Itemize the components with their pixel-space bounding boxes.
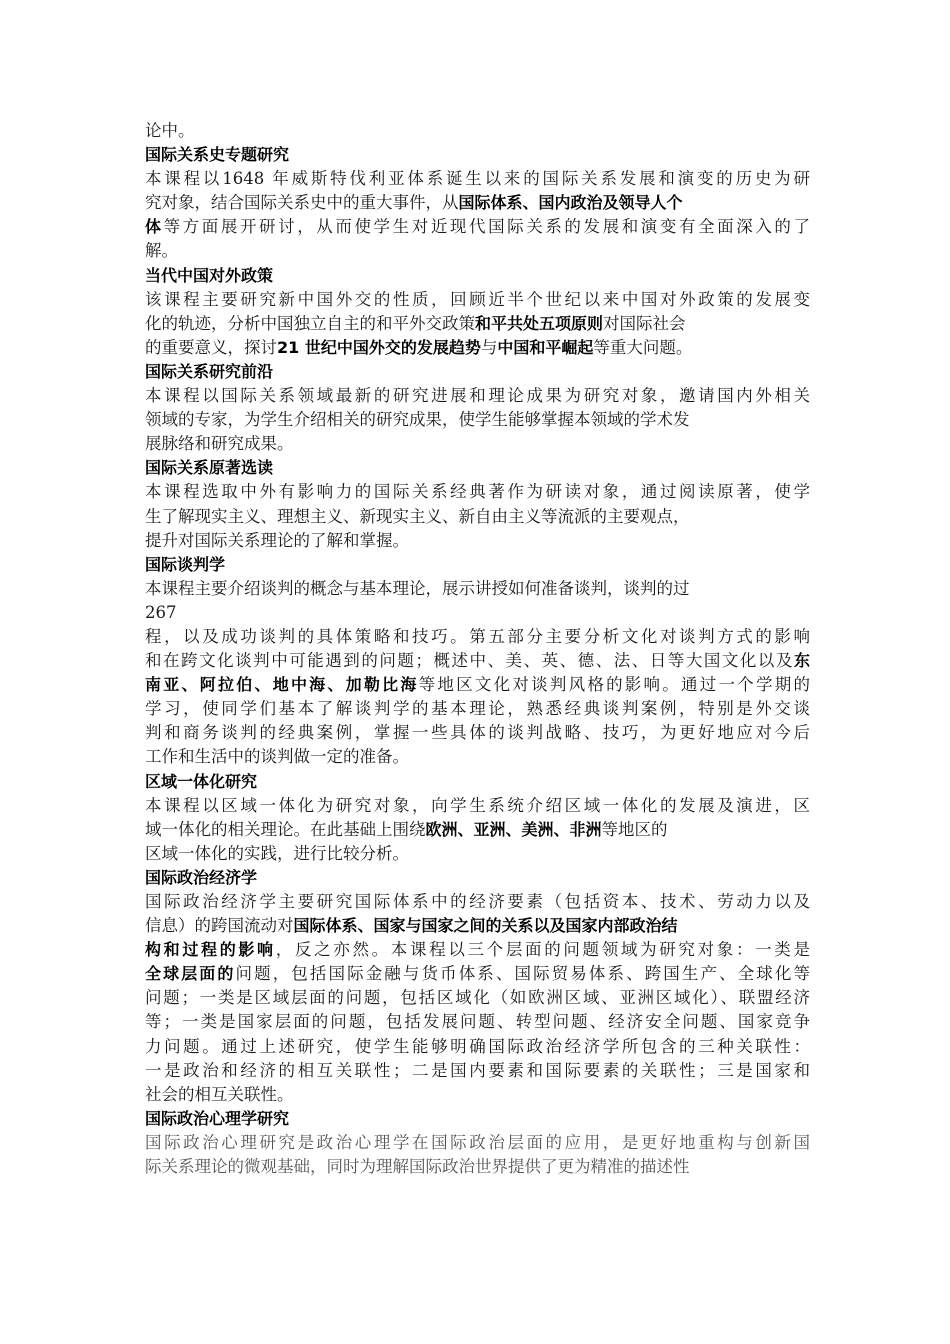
- body-text-line: 力问题。通过上述研究，使学生能够明确国际政治经济学所包含的三种关联性：: [145, 1036, 810, 1056]
- body-text-line: 生了解现实主义、理想主义、新现实主义、新自由主义等流派的主要观点，: [145, 506, 690, 526]
- body-text-line: 国际政治心理研究是政治心理学在国际政治层面的应用，是更好地重构与创新国: [145, 1132, 810, 1152]
- body-text-line: [145, 914, 810, 938]
- bold-term: 国际体系、国内政治及领导人个: [458, 193, 683, 213]
- body-text-line: 等；一类是国家层面的问题，包括发展问题、转型问题、经济安全问题、国家竞争: [145, 1012, 810, 1032]
- text-run: 信息）的跨国流动对: [145, 916, 294, 936]
- bold-term: 欧洲、亚洲、美洲、非洲: [425, 819, 602, 839]
- bold-term: 南亚、阿拉伯、地中海、加勒比海: [145, 675, 419, 695]
- text-run: 等地区的: [601, 819, 668, 839]
- section-heading: 国际关系研究前沿: [145, 361, 274, 381]
- text-run: 等地区文化对谈判风格的影响。通过一个学期的: [418, 675, 810, 695]
- text-run: 化的轨迹，分析中国独立自主的和平外交政策: [145, 313, 475, 333]
- body-text-line: [145, 215, 810, 239]
- bold-term: 东: [793, 651, 810, 671]
- body-text-line: 本课程以区域一体化为研究对象，向学生系统介绍区域一体化的发展及演进，区: [145, 795, 810, 815]
- body-text-line: 本课程以1648 年威斯特伐利亚体系诞生以来的国际关系发展和演变的历史为研: [145, 169, 810, 189]
- text-run: ，反之亦然。本课程以三个层面的问题领域为研究对象：一类是: [275, 940, 810, 960]
- text-run: 究对象，结合国际关系史中的重大事件，从: [145, 193, 459, 213]
- body-text-line: 论中。: [145, 121, 195, 140]
- section-heading: 国际政治经济学: [145, 867, 258, 887]
- text-run: 等重大问题。: [593, 337, 693, 357]
- body-text-line: 本课程选取中外有影响力的国际关系经典著作为研读对象，通过阅读原著，使学: [145, 482, 810, 502]
- text-run: 与: [480, 337, 498, 357]
- body-text-line: [145, 191, 810, 215]
- section-heading: 国际政治心理学研究: [145, 1108, 290, 1128]
- body-text-line: [145, 336, 810, 360]
- section-heading: 国际谈判学: [145, 554, 226, 574]
- body-text-line: 本课程主要介绍谈判的概念与基本理论，展示讲授如何准备谈判，谈判的过: [145, 578, 690, 598]
- bold-term: 体: [145, 217, 164, 237]
- body-text-line: 学习，使同学们基本了解谈判学的基本理论，熟悉经典谈判案例，特别是外交谈: [145, 699, 810, 719]
- body-text-line: [145, 938, 810, 962]
- body-text-line: 提升对国际关系理论的了解和掌握。: [145, 530, 409, 550]
- text-run: 域一体化的相关理论。在此基础上围绕: [145, 819, 426, 839]
- bold-term: 21 世纪中国外交的发展趋势: [277, 337, 481, 357]
- body-text-line: 判和商务谈判的经典案例，掌握一些具体的谈判战略、技巧，为更好地应对今后: [145, 723, 810, 743]
- body-text-line: [145, 962, 810, 986]
- body-text-line: 程，以及成功谈判的具体策略和技巧。第五部分主要分析文化对谈判方式的影响: [145, 626, 810, 646]
- body-text-line: 区域一体化的实践，进行比较分析。: [145, 843, 409, 863]
- document-page: [145, 119, 810, 1179]
- body-text-line: [145, 673, 810, 697]
- body-text-line: 际关系理论的微观基础，同时为理解国际政治世界提供了更为精准的描述性: [145, 1157, 690, 1177]
- body-text-line: 一是政治和经济的相互关联性；二是国内要素和国际要素的关联性；三是国家和: [145, 1060, 810, 1080]
- body-text-line: 解。: [145, 241, 178, 261]
- text-run: 等方面展开研讨，从而使学生对近现代国际关系的发展和演变有全面深入的了: [163, 217, 810, 237]
- bold-term: 构和过程的影响: [145, 940, 276, 960]
- body-text-line: [145, 818, 810, 842]
- page-number: 267: [145, 602, 177, 622]
- body-text-line: 领域的专家，为学生介绍相关的研究成果，使学生能够掌握本领域的学术发: [145, 410, 690, 430]
- body-text-line: [145, 312, 810, 336]
- body-text-line: 问题；一类是区域层面的问题，包括区域化（如欧洲区域、亚洲区域化）、联盟经济: [145, 988, 810, 1008]
- body-text-line: 国际政治经济学主要研究国际体系中的经济要素（包括资本、技术、劳动力以及: [145, 892, 810, 911]
- section-heading: 区域一体化研究: [145, 771, 258, 791]
- section-heading: 国际关系原著选读: [145, 458, 274, 478]
- section-heading: 当代中国对外政策: [145, 265, 274, 285]
- body-text-line: 该课程主要研究新中国外交的性质，回顾近半个世纪以来中国对外政策的发展变: [145, 289, 810, 309]
- body-text-line: [145, 649, 810, 673]
- text-run: 和在跨文化谈判中可能遇到的问题；概述中、美、英、德、法、日等大国文化以及: [145, 651, 794, 671]
- bold-term: 中国和平崛起: [497, 337, 594, 357]
- bold-term: 全球层面的: [145, 964, 236, 984]
- text-run: 的重要意义，探讨: [145, 337, 277, 357]
- body-text-line: 展脉络和研究成果。: [145, 434, 294, 454]
- body-text-line: 工作和生活中的谈判做一定的准备。: [145, 747, 409, 767]
- body-text-line: 社会的相互关联性。: [145, 1084, 294, 1104]
- bold-term: 国际体系、国家与国家之间的关系以及国家内部政治结: [293, 916, 678, 936]
- text-run: 问题，包括国际金融与货币体系、国际贸易体系、跨国生产、全球化等: [235, 964, 810, 984]
- bold-term: 和平共处五项原则: [475, 313, 604, 333]
- section-heading: 国际关系史专题研究: [145, 145, 290, 165]
- text-run: 对国际社会: [603, 313, 686, 333]
- body-text-line: 本课程以国际关系领域最新的研究进展和理论成果为研究对象，邀请国内外相关: [145, 386, 810, 406]
